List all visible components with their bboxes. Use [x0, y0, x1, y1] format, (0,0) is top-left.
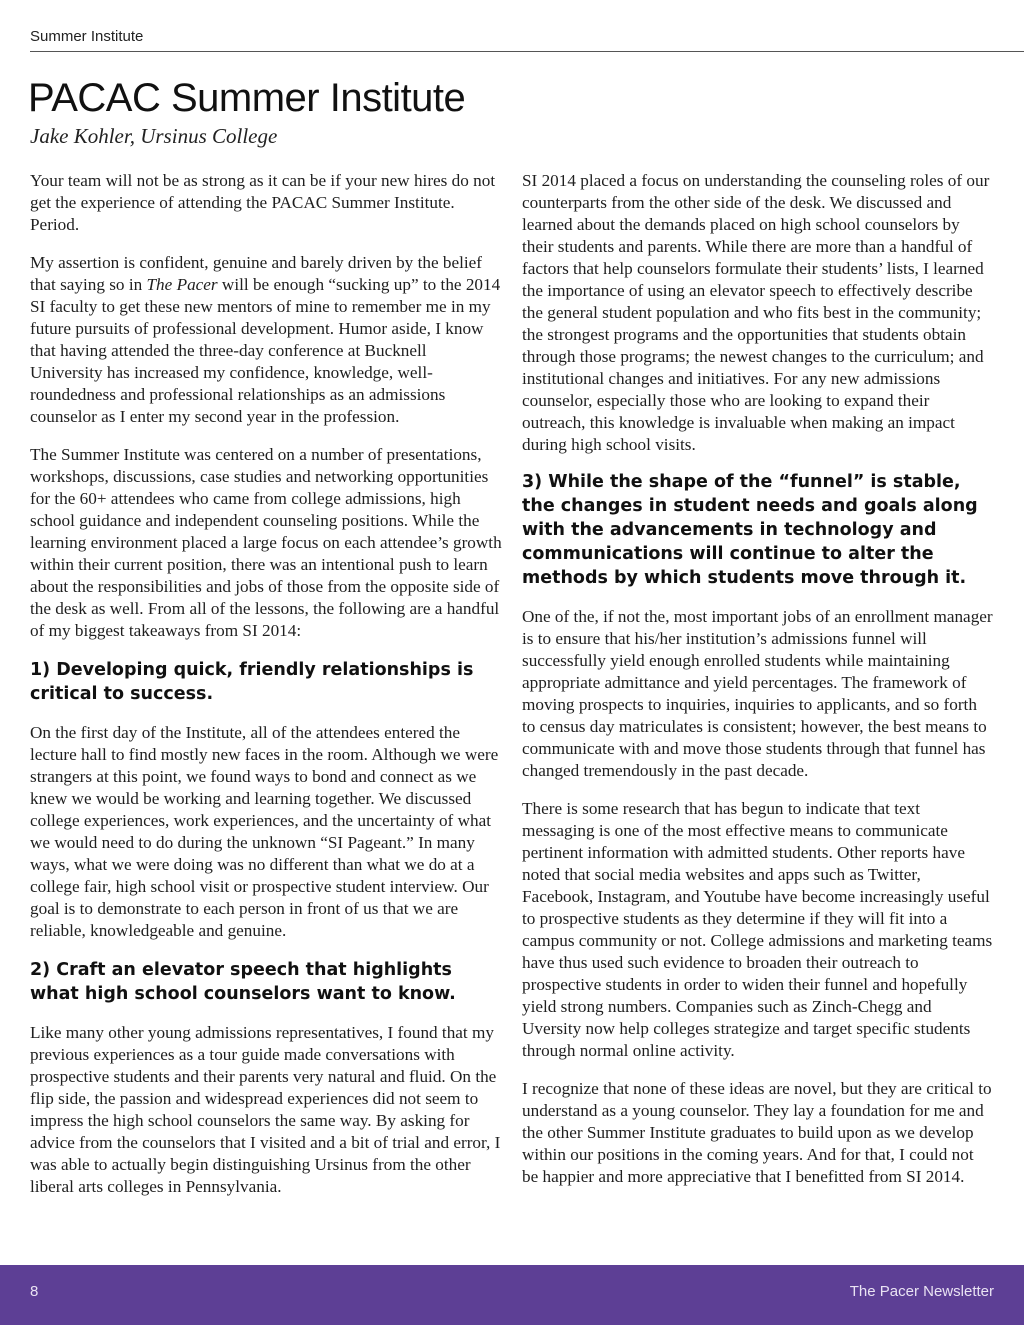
right-column: [522, 170, 994, 1204]
header-divider: [30, 51, 1024, 52]
running-head: Summer Institute: [30, 28, 144, 45]
takeaway-2-paragraph-1: Like many other young admissions representatives, I found that my previous experiences as a tour guide made conversations with prospective students and their parents very natural and fluid. On the flip side, the passion and widespread experiences did not seem to impress the high school counselors the same way. By asking for advice from the counselors that I visited and a bit of trial and error, I was able to actually begin distinguishing Ursinus from the other liberal arts colleges in Pennsylvania.: [30, 1023, 501, 1196]
takeaway-2-paragraph-2: SI 2014 placed a focus on understanding the counseling roles of our counterparts from the other side of the desk. We discussed and learned about the demands placed on high school counselors by their students and parents. While there are more than a handful of factors that help counselors formulate their students’ lists, I learned the importance of using an elevator speech to effectively describe the general student population and who fits best in the community; the strongest programs and the opportunities that students obtain through those programs; the newest changes to the curriculum; and institutional changes and initiatives. For any new admissions counselor, especially those who are looking to expand their outreach, this knowledge is invaluable when making an impact during high school visits.: [522, 171, 990, 454]
takeaway-heading-1: 1) Developing quick, friendly relationships is critical to success.: [30, 660, 474, 704]
publication-name-footer: The Pacer Newsletter: [849, 1283, 994, 1300]
closing-paragraph: I recognize that none of these ideas are novel, but they are critical to understand as a young counselor. They lay a foundation for me and the other Summer Institute graduates to build upon as we develop within our positions in the coming years. And for that, I could not be happier and more appreciative that I benefitted from SI 2014.: [522, 1079, 992, 1186]
intro-paragraph-2-part-a: My assertion is confident, genuine and barely driven by the belief that saying so in: [30, 253, 482, 294]
takeaway-heading-2: 2) Craft an elevator speech that highlights what high school counselors want to know.: [30, 960, 456, 1004]
left-column: [30, 170, 502, 1214]
takeaway-1-paragraph: On the first day of the Institute, all of the attendees entered the lecture hall to find mostly new faces in the room. Although we were strangers at this point, we found ways to bond and connect as we knew we would be working and learning together. We discussed college experiences, work experiences, and the uncertainty of what we would need to do during the unknown “SI Pageant.” In many ways, what we were doing was no different than what we do at a college fair, high school visit or prospective student interview. Our goal is to demonstrate to each person in front of us that we are reliable, knowledgeable and genuine.: [30, 723, 499, 940]
article-byline: Jake Kohler, Ursinus College: [30, 124, 278, 148]
footer-band: [0, 1265, 1024, 1325]
takeaway-3-paragraph-2: There is some research that has begun to indicate that text messaging is one of the most effective means to communicate pertinent information with admitted students. Other reports have noted that social media websites and apps such as Twitter, Facebook, Instagram, and Youtube have become increasingly useful to prospective students as they determine if they will fit into a campus community or not. College admissions and marketing teams have thus used such evidence to broaden their outreach to prospective students in order to widen their funnel and hopefully yield strong numbers. Companies such as Zinch-Chegg and Uversity now help colleges strategize and target specific students through normal online activity.: [522, 799, 993, 1060]
publication-name: The Pacer: [146, 275, 218, 294]
intro-paragraph-3: The Summer Institute was centered on a number of presentations, workshops, discussions, case studies and networking opportunities for the 60+ attendees who came from college admissions, high school guidance and independent counseling positions. While the learning environment placed a large focus on each attendee’s growth within their current position, there was an intentional push to learn about the responsibilities and jobs of those from the opposite side of the desk as well. From all of the lessons, the following are a handful of my biggest takeaways from SI 2014:: [30, 445, 502, 640]
takeaway-heading-3: 3) While the shape of the “funnel” is stable, the changes in student needs and goals along with the advancements in technology and communications will continue to alter the methods by which students move through it.: [522, 472, 978, 588]
takeaway-3-paragraph-1: One of the, if not the, most important jobs of an enrollment manager is to ensure that his/her institution’s admissions funnel will successfully yield enough enrolled students while maintaining appropriate admittance and yield percentages. The framework of moving prospects to inquiries, inquiries to applicants, and so forth to census day matriculates is consistent; however, the best means to communicate with and move those students through that funnel has changed tremendously in the past decade.: [522, 607, 993, 780]
page-number: 8: [30, 1283, 39, 1300]
intro-paragraph-2-part-b: will be enough “sucking up” to the 2014 SI faculty to get these new mentors of mine to remember me in my future pursuits of professional development. Humor aside, I know that having attended the three-day conference at Bucknell University has increased my confidence, knowledge, well-roundedness and professional relationships as an admissions counselor as I enter my second year in the profession.: [30, 275, 501, 426]
intro-paragraph-1: Your team will not be as strong as it can be if your new hires do not get the experience of attending the PACAC Summer Institute. Period.: [30, 171, 496, 234]
intro-paragraph-2: [30, 252, 502, 428]
article-title: PACAC Summer Institute: [28, 76, 466, 120]
